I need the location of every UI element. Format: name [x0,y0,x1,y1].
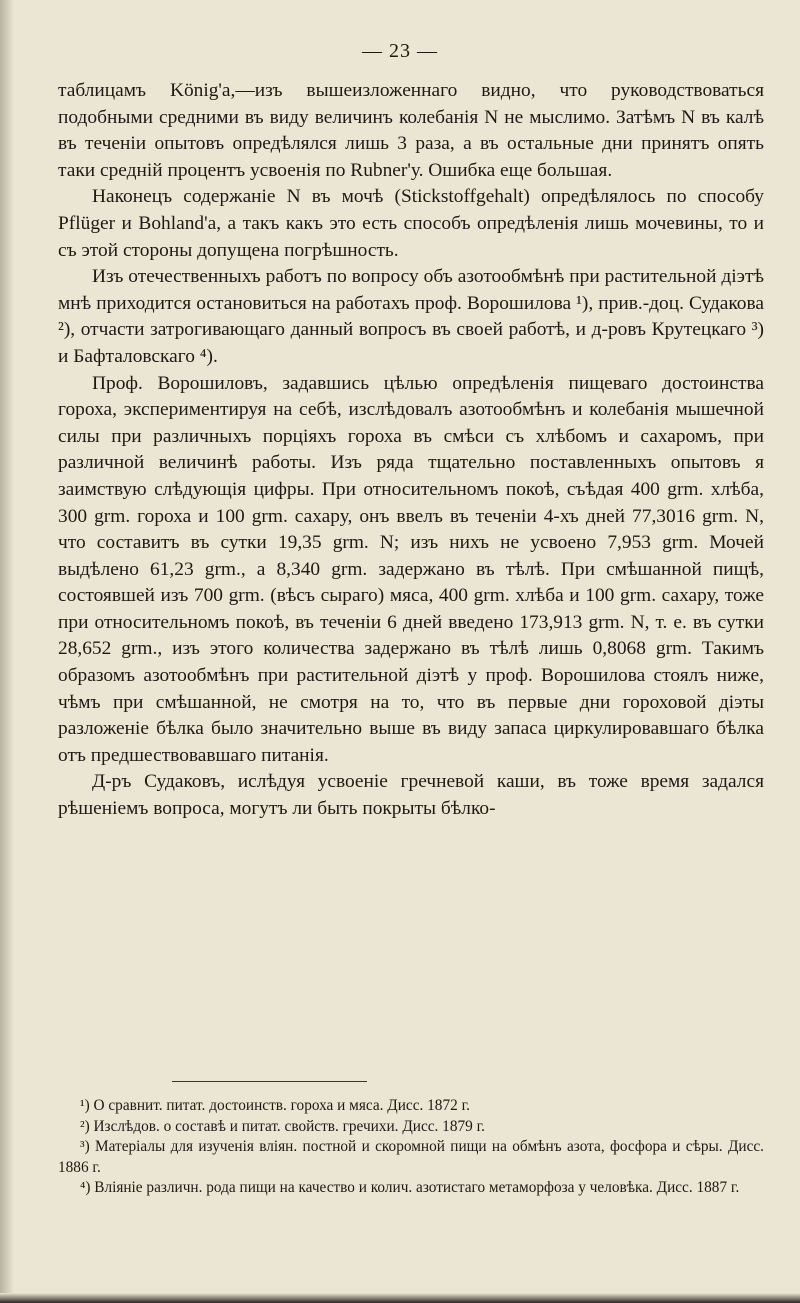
paragraph: Д-ръ Судаковъ, ислѣдуя усвоеніе гречневой каши, въ тоже время задался рѣшеніемъ вопроса, могутъ ли быть покрыты бѣлко- [58,771,764,820]
page-number: — 23 — [362,40,438,62]
footnote-separator [172,1081,367,1082]
footnote: ¹) О сравнит. питат. достоинств. гороха и мяса. Дисс. 1872 г. [80,1097,470,1114]
paragraph: таблицамъ König'а,—изъ вышеизложеннаго видно, что руководствоваться подобными средними въ виду величинъ колебанія N не мыслимо. Затѣмъ N въ калѣ въ теченіи опытовъ опредѣлялся лишь 3 раза, а въ остальные дни принятъ опять таки среднiй процентъ усвоенія по Rubner'у. Ошибка еще большая. [58,80,764,181]
body-text [58,78,764,823]
paragraph: Проф. Ворошиловъ, задавшись цѣлью опредѣленія пищеваго достоинства гороха, экспериментируя на себѣ, изслѣдовалъ азотообмѣнъ и колебанія мышечной силы при различныхъ порціяхъ гороха въ смѣси съ хлѣбомъ и сахаромъ, при различной величинѣ работы. Изъ ряда тщательно поставленныхъ опытовъ я заимствую слѣдующія цифры. При относительномъ покоѣ, съѣдая 400 grm. хлѣба, 300 grm. гороха и 100 grm. сахару, онъ ввелъ въ теченіи 4-хъ дней 77,3016 grm. N, что составитъ въ сутки 19,35 grm. N; изъ нихъ не усвоено 7,953 grm. Мочей выдѣлено 61,23 grm., а 8,340 grm. задержано въ тѣлѣ. При смѣшанной пищѣ, состоявшей изъ 700 grm. (вѣсъ сыраго) мяса, 400 grm. хлѣба и 100 grm. сахару, тоже при относительномъ покоѣ, въ теченіи 6 дней введено 173,913 grm. N, т. е. въ сутки 28,652 grm., изъ этого количества задержано въ тѣлѣ лишь 0,8068 grm. Такимъ образомъ азотообмѣнъ при растительной діэтѣ у проф. Ворошилова стоялъ ниже, чѣмъ при смѣшанной, не смотря на то, что въ первые дни гороховой діэты разложеніе бѣлка было значительно выше въ виду запаса циркулировавшаго бѣлка отъ предшествовавшаго питанія. [58,372,764,766]
page-bottom-edge [0,1293,800,1303]
footnote: ²) Изслѣдов. о составѣ и питат. свойств. гречихи. Дисс. 1879 г. [80,1117,485,1135]
footnotes [58,1096,764,1199]
paragraph: Изъ отечественныхъ работъ по вопросу объ азотообмѣнѣ при растительной діэтѣ мнѣ приходится остановиться на работахъ проф. Ворошилова ¹), прив.-доц. Судакова ²), отчасти затрогивающаго данный вопросъ въ своей работѣ, и д-ровъ Крутецкаго ³) и Бафталовскаго ⁴). [58,266,764,367]
footnote: ⁴) Вліяніе различн. рода пищи на качество и колич. азотистаго метаморфоза у человѣка. Дисс. 1887 г. [80,1179,740,1197]
footnote: ³) Матеріалы для изученія вліян. постной и скоромной пищи на обмѣнъ азота, фосфора и сѣры. Дисс. 1886 г. [58,1138,764,1176]
page-edge-shadow [0,0,14,1303]
paragraph: Наконецъ содержаніе N въ мочѣ (Stickstoffgehalt) опредѣлялось по способу Pflüger и Bohland'а, а такъ какъ это есть способъ опредѣленія лишь мочевины, то и съ этой стороны допущена погрѣшность. [58,186,764,261]
